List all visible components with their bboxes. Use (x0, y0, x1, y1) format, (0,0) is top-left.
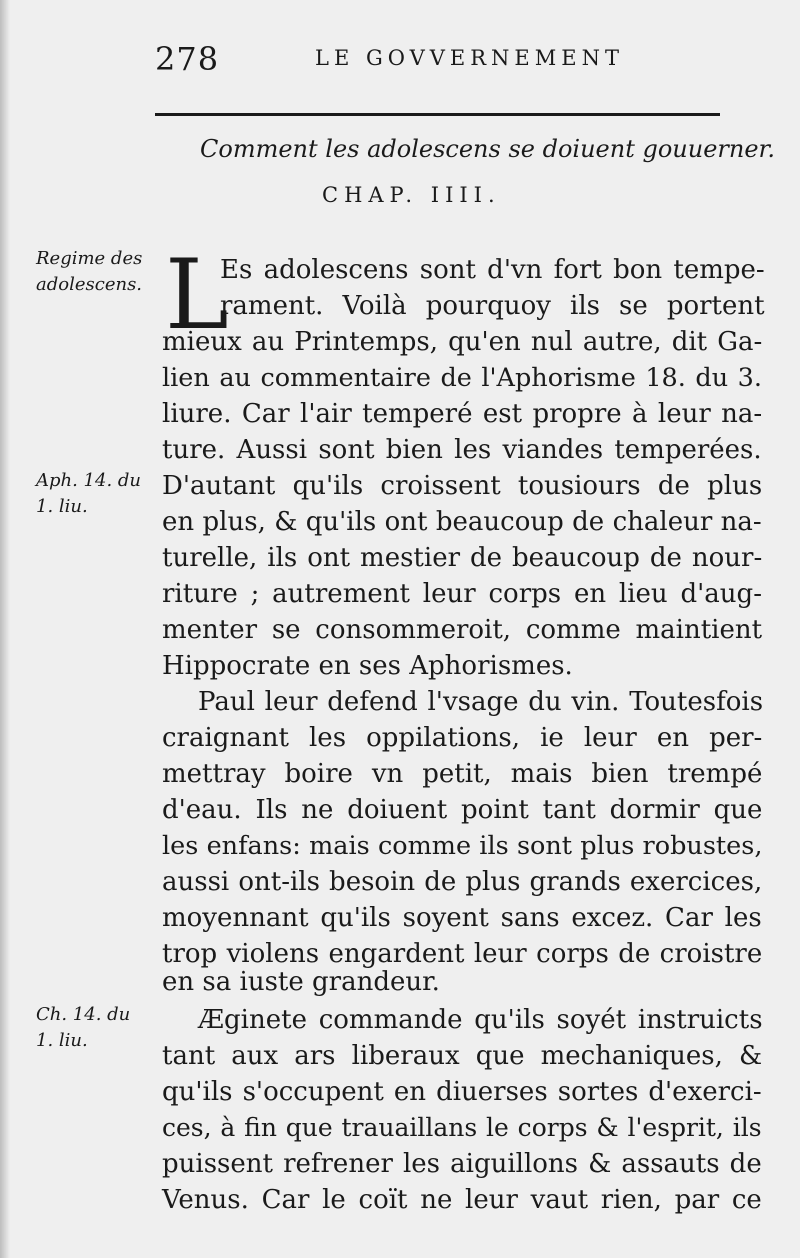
text-line: Es adolescens sont d'vn fort bon tempe- (220, 255, 765, 285)
text-line: ces, à fin que trauaillans le corps & l'esprit, ils (162, 1113, 762, 1142)
text-line: mieux au Printemps, qu'en nul autre, dit Ga- (162, 327, 763, 357)
text-line: rament. Voilà pourquoy ils se portent (220, 291, 765, 321)
text-line: moyennant qu'ils soyent sans excez. Car les (162, 903, 762, 933)
text-line: les enfans: mais comme ils sont plus robustes, (162, 831, 763, 861)
text-line: mettray boire vn petit, mais bien trempé (162, 759, 763, 789)
text-line: D'autant qu'ils croissent tousiours de plus (162, 471, 763, 501)
text-line: ture. Aussi sont bien les viandes temperées. (162, 435, 762, 465)
marginal-note-line: Ch. 14. du (36, 1004, 131, 1025)
marginal-note-line: Aph. 14. du (36, 470, 142, 491)
marginal-note (36, 246, 142, 298)
text-line: Paul leur defend l'vsage du vin. Toutesfois (198, 687, 764, 717)
text-line: d'eau. Ils ne doiuent point tant dormir que (162, 795, 763, 825)
text-line: trop violens engardent leur corps de croistre (162, 939, 763, 969)
chapter-heading: CHAP. IIII. (322, 183, 501, 207)
section-title: Comment les adolescens se doiuent gouuerner. (200, 135, 776, 163)
text-line: riture ; autrement leur corps en lieu d'aug- (162, 579, 762, 609)
text-line: Æginete commande qu'ils soyét instruicts (198, 1005, 763, 1035)
marginal-note-line: 1. liu. (36, 496, 88, 517)
marginal-note (36, 468, 141, 520)
marginal-note-line: Regime des (36, 248, 143, 269)
marginal-note (36, 1002, 130, 1054)
text-line: menter se consommeroit, comme maintient (162, 615, 763, 645)
text-line: en plus, & qu'ils ont beaucoup de chaleur na- (162, 507, 762, 537)
text-line: turelle, ils ont mestier de beaucoup de nour- (162, 543, 763, 573)
marginal-note-line: adolescens. (36, 274, 143, 295)
text-line: en sa iuste grandeur. (162, 967, 440, 997)
text-line: aussi ont-ils besoin de plus grands exercices, (162, 867, 763, 897)
page-gutter-shadow (0, 0, 10, 1258)
text-line: liure. Car l'air temperé est propre à leur na- (162, 399, 763, 429)
text-line: qu'ils s'occupent en diuerses sortes d'exerci- (162, 1077, 762, 1107)
drop-cap: L (165, 239, 229, 351)
text-line: Venus. Car le coït ne leur vaut rien, par ce (162, 1185, 762, 1215)
header-rule (155, 113, 720, 116)
text-line: Hippocrate en ses Aphorismes. (162, 651, 573, 681)
text-line: puissent refrener les aiguillons & assauts de (162, 1149, 762, 1179)
page-number: 278 (155, 40, 220, 78)
page-header (155, 40, 745, 80)
text-line: craignant les oppilations, ie leur en per- (162, 723, 763, 753)
running-head: LE GOVVERNEMENT (315, 46, 624, 70)
marginal-note-line: 1. liu. (36, 1030, 88, 1051)
text-line: lien au commentaire de l'Aphorisme 18. du 3. (162, 363, 763, 393)
text-line: tant aux ars liberaux que mechaniques, & (162, 1041, 763, 1071)
